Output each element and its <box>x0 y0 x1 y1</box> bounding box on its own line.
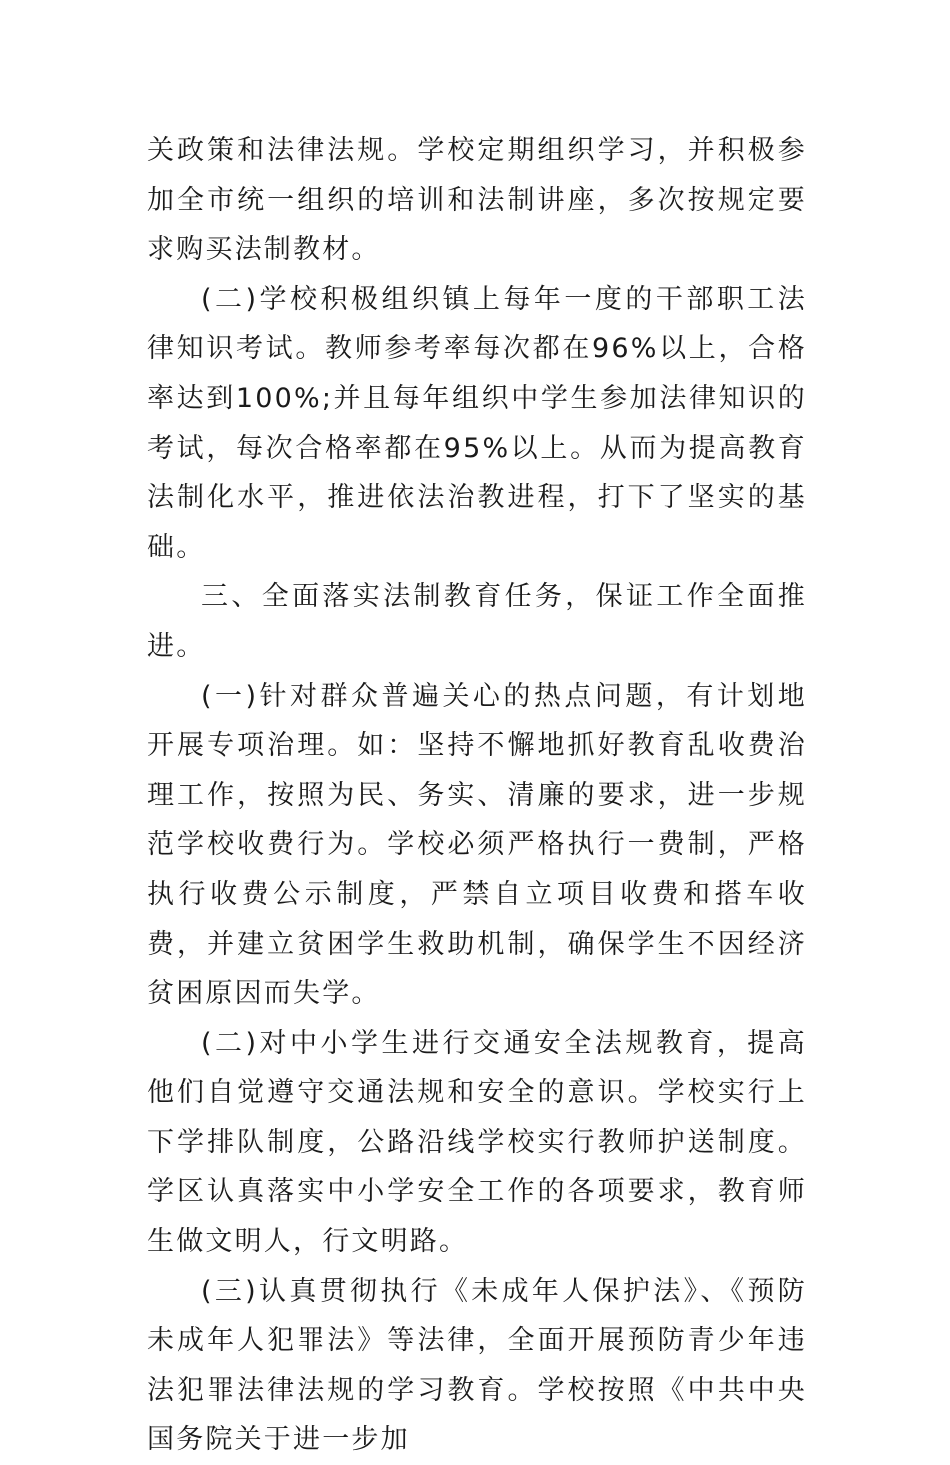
section-heading-three: 三、全面落实法制教育任务，保证工作全面推进。 <box>147 581 807 662</box>
document-body <box>147 126 807 1465</box>
paragraph-special-governance: (一)针对群众普遍关心的热点问题，有计划地开展专项治理。如：坚持不懈地抓好教育乱收费治理工作，按照为民、务实、清廉的要求，进一步规范学校收费行为。学校必须严格执行一费制，严格执行收费公示制度，严禁自立项目收费和搭车收费，并建立贫困学生救助机制，确保学生不因经济贫困原因而失学。 <box>147 680 807 1010</box>
paragraph-traffic-safety: (二)对中小学生进行交通安全法规教育，提高他们自觉遵守交通法规和安全的意识。学校实行上下学排队制度，公路沿线学校实行教师护送制度。学区认真落实中小学安全工作的各项要求，教育师生做文明人，行文明路。 <box>147 1027 807 1258</box>
paragraph-legal-exam: (二)学校积极组织镇上每年一度的干部职工法律知识考试。教师参考率每次都在96%以上，合格率达到100%;并且每年组织中学生参加法律知识的考试，每次合格率都在95%以上。从而为提高教育法制化水平，推进依法治教进程，打下了坚实的基础。 <box>147 283 807 563</box>
paragraph-minor-protection: (三)认真贯彻执行《未成年人保护法》、《预防未成年人犯罪法》等法律，全面开展预防青少年违法犯罪法律法规的学习教育。学校按照《中共中央国务院关于进一步加 <box>147 1275 807 1456</box>
paragraph-continuation: 关政策和法律法规。学校定期组织学习，并积极参加全市统一组织的培训和法制讲座，多次按规定要求购买法制教材。 <box>147 135 807 266</box>
